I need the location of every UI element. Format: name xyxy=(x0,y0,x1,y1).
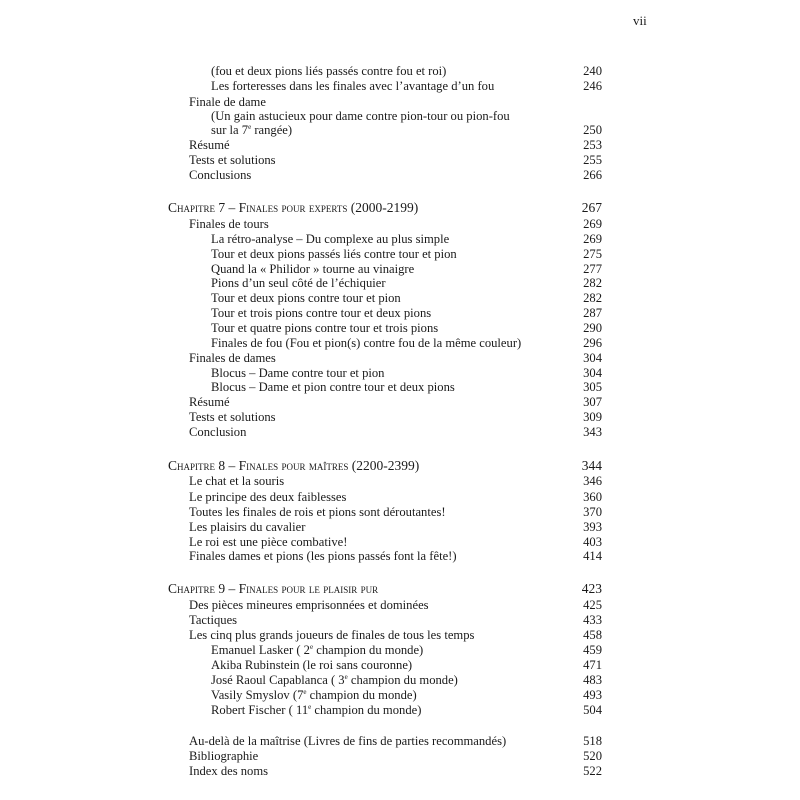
toc-entry-title: (Un gain astucieux pour dame contre pion-tour ou pion-fou xyxy=(211,109,510,123)
toc-page-number: 266 xyxy=(583,168,602,182)
toc-page-number: 269 xyxy=(583,232,602,246)
toc-entry xyxy=(0,231,800,247)
toc-page-number: 282 xyxy=(583,291,602,305)
chapter-title: Finales pour le plaisir pur xyxy=(238,581,379,596)
toc-entry-title: Blocus – Dame et pion contre tour et deux pions xyxy=(211,380,455,394)
toc-entry xyxy=(0,657,800,673)
toc-page-number: 403 xyxy=(583,535,602,549)
toc-entry-title: Finales de tours xyxy=(189,217,269,231)
toc-page-number: 290 xyxy=(583,321,602,335)
toc-entry xyxy=(0,216,800,232)
toc-page-number: 522 xyxy=(583,764,602,778)
toc-page-number: 483 xyxy=(583,673,602,687)
toc-entry xyxy=(0,63,800,79)
toc-page-number: 296 xyxy=(583,336,602,350)
toc-entry xyxy=(0,733,800,749)
toc-entry-title: José Raoul Capablanca ( 3e champion du monde) xyxy=(211,673,458,687)
toc-entry xyxy=(0,519,800,535)
toc-entry-title: Toutes les finales de rois et pions sont déroutantes! xyxy=(189,505,446,519)
toc-entry-title: Chapitre 8 – Finales pour maîtres (2200-2399) xyxy=(168,458,420,473)
toc-chapter-heading xyxy=(0,200,800,216)
toc-entry-title: Conclusions xyxy=(189,168,252,182)
toc-entry-title: Blocus – Dame contre tour et pion xyxy=(211,366,385,380)
toc-entry-title: Tour et trois pions contre tour et deux pions xyxy=(211,306,432,320)
toc-entry xyxy=(0,627,800,643)
toc-page-number: 304 xyxy=(583,366,602,380)
toc-entry-title: Le chat et la souris xyxy=(189,474,285,488)
toc-entry xyxy=(0,409,800,425)
toc-entry xyxy=(0,672,800,688)
toc-entry xyxy=(0,597,800,613)
toc-entry xyxy=(0,642,800,658)
toc-entry xyxy=(0,137,800,153)
toc-entry xyxy=(0,473,800,489)
toc-entry-title: Les plaisirs du cavalier xyxy=(189,520,306,534)
toc-page-number: 518 xyxy=(583,734,602,748)
toc-entry-title: Emanuel Lasker ( 2e champion du monde) xyxy=(211,643,424,657)
chapter-title: Finales pour maîtres xyxy=(238,458,349,473)
toc-entry-title: Tactiques xyxy=(189,613,238,627)
toc-entry-title: Vasily Smyslov (7e champion du monde) xyxy=(211,688,417,702)
toc-entry xyxy=(0,379,800,395)
toc-entry-title: Quand la « Philidor » tourne au vinaigre xyxy=(211,262,415,276)
toc-entry xyxy=(0,612,800,628)
toc-entry-title: (fou et deux pions liés passés contre fou et roi) xyxy=(211,64,447,78)
toc-page-number: 370 xyxy=(583,505,602,519)
toc-page-number: 433 xyxy=(583,613,602,627)
toc-page-number: 520 xyxy=(583,749,602,763)
toc-entry xyxy=(0,290,800,306)
toc-entry-title: Finales de dames xyxy=(189,351,276,365)
toc-page-number: 458 xyxy=(583,628,602,642)
toc-entry-title: Bibliographie xyxy=(189,749,259,763)
toc-entry-title: Finales dames et pions (les pions passés font la fête!) xyxy=(189,549,457,563)
toc-page-number: 360 xyxy=(583,490,602,504)
toc-entry-title: Au-delà de la maîtrise (Livres de fins de parties recommandés) xyxy=(189,734,507,748)
toc-page-number: 414 xyxy=(583,549,602,563)
chapter-label: Chapitre 9 xyxy=(168,581,226,596)
toc-page-number: 287 xyxy=(583,306,602,320)
toc-entry-title: Chapitre 9 – Finales pour le plaisir pur xyxy=(168,581,379,596)
toc-entry xyxy=(0,504,800,520)
toc-entry xyxy=(0,394,800,410)
toc-entry xyxy=(0,122,800,138)
toc-entry-title: Des pièces mineures emprisonnées et dominées xyxy=(189,598,429,612)
toc-entry xyxy=(0,424,800,440)
toc-page-number: 423 xyxy=(581,581,602,596)
toc-page-number: 250 xyxy=(583,123,602,137)
toc-entry-title: Résumé xyxy=(189,138,230,152)
toc-entry xyxy=(0,702,800,718)
toc-entry-title: Robert Fischer ( 11e champion du monde) xyxy=(211,703,422,717)
toc-entry xyxy=(0,246,800,262)
toc-page-number: 240 xyxy=(583,64,602,78)
toc-entry xyxy=(0,78,800,94)
chapter-rating-range: (2000-2199) xyxy=(347,200,419,215)
toc-page-number: 344 xyxy=(581,458,602,473)
toc-page-number: 269 xyxy=(583,217,602,231)
toc-page-number: 459 xyxy=(583,643,602,657)
toc-chapter-heading xyxy=(0,581,800,597)
toc-page-number: 346 xyxy=(583,474,602,488)
toc-entry xyxy=(0,305,800,321)
toc-entry xyxy=(0,320,800,336)
toc-entry-title: Tests et solutions xyxy=(189,153,276,167)
toc-entry xyxy=(0,350,800,366)
chapter-label: Chapitre 8 xyxy=(168,458,226,473)
toc-page-number: 504 xyxy=(583,703,602,717)
toc-entry xyxy=(0,275,800,291)
toc-page-number: 493 xyxy=(583,688,602,702)
chapter-label: Chapitre 7 xyxy=(168,200,226,215)
toc-entry xyxy=(0,548,800,564)
toc-page-number: 309 xyxy=(583,410,602,424)
toc-entry-title: Les cinq plus grands joueurs de finales de tous les temps xyxy=(189,628,475,642)
toc-page-number: 343 xyxy=(583,425,602,439)
toc-entry xyxy=(0,335,800,351)
toc-entry-title: Conclusion xyxy=(189,425,247,439)
chapter-rating-range: (2200-2399) xyxy=(348,458,420,473)
toc-entry-title: Index des noms xyxy=(189,764,269,778)
toc-entry-title: Finale de dame xyxy=(189,95,266,109)
toc-entry-title: Tour et deux pions contre tour et pion xyxy=(211,291,401,305)
toc-entry-title: Les forteresses dans les finales avec l’avantage d’un fou xyxy=(211,79,495,93)
toc-chapter-heading xyxy=(0,458,800,474)
toc-entry-title: Le roi est une pièce combative! xyxy=(189,535,348,549)
toc-page-number: 425 xyxy=(583,598,602,612)
toc-entry xyxy=(0,152,800,168)
toc-entry-title: sur la 7e rangée) xyxy=(211,123,293,137)
toc-entry xyxy=(0,489,800,505)
toc-page-number: 255 xyxy=(583,153,602,167)
toc-entry xyxy=(0,763,800,779)
toc-entry-title: Tour et quatre pions contre tour et trois pions xyxy=(211,321,439,335)
toc-entry-title: Chapitre 7 – Finales pour experts (2000-2199) xyxy=(168,200,419,215)
toc-entry-title: Akiba Rubinstein (le roi sans couronne) xyxy=(211,658,413,672)
toc-entry-title: Finales de fou (Fou et pion(s) contre fou de la même couleur) xyxy=(211,336,522,350)
toc-page-number: 471 xyxy=(583,658,602,672)
toc-page-number: 267 xyxy=(581,200,602,215)
toc-entry-title: Le principe des deux faiblesses xyxy=(189,490,347,504)
toc-page-number: 253 xyxy=(583,138,602,152)
toc-page-number: 277 xyxy=(583,262,602,276)
toc-entry xyxy=(0,687,800,703)
toc-page-number: 307 xyxy=(583,395,602,409)
toc-entry-title: La rétro-analyse – Du complexe au plus simple xyxy=(211,232,450,246)
toc-entry-title: Résumé xyxy=(189,395,230,409)
toc-entry-title: Tests et solutions xyxy=(189,410,276,424)
toc-entry xyxy=(0,748,800,764)
toc-page-number: 282 xyxy=(583,276,602,290)
toc-page-number: 305 xyxy=(583,380,602,394)
toc-page-number: 246 xyxy=(583,79,602,93)
toc-page-number: 304 xyxy=(583,351,602,365)
chapter-title: Finales pour experts xyxy=(238,200,348,215)
page-number: vii xyxy=(633,13,647,28)
toc-page-number: 393 xyxy=(583,520,602,534)
toc-entry-title: Pions d’un seul côté de l’échiquier xyxy=(211,276,386,290)
toc-entry xyxy=(0,167,800,183)
toc-page-number: 275 xyxy=(583,247,602,261)
toc-entry-title: Tour et deux pions passés liés contre tour et pion xyxy=(211,247,457,261)
